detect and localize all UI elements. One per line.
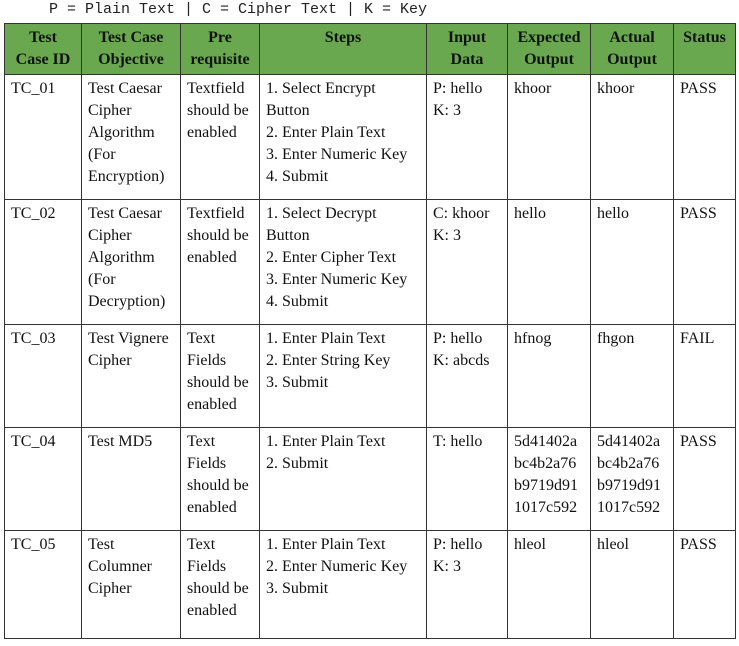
steps-line: 2. Enter Cipher Text — [266, 249, 397, 266]
steps-cell — [260, 428, 427, 531]
objective-line: Test Vignere — [88, 330, 169, 347]
prerequisite-line: enabled — [187, 249, 237, 266]
prerequisite-line: Textfield — [187, 80, 245, 97]
expected-output-line: b9719d91 — [514, 477, 578, 494]
table-row — [5, 200, 736, 325]
objective-line: Test Caesar — [88, 205, 162, 222]
actual-output-cell — [591, 200, 674, 325]
steps-line: 3. Submit — [266, 374, 329, 391]
prerequisite-line: Fields — [187, 558, 227, 575]
header-text: Output — [607, 51, 657, 68]
test-case-table — [4, 23, 736, 639]
steps-line: 3. Enter Numeric Key — [266, 146, 408, 163]
header-prerequisite — [181, 24, 260, 75]
steps-line: 2. Enter Plain Text — [266, 124, 386, 141]
prerequisite-line: enabled — [187, 602, 237, 619]
prerequisite-line: should be — [187, 227, 249, 244]
header-text: Pre — [208, 29, 232, 46]
test-case-id-cell — [5, 200, 82, 325]
header-row — [5, 24, 736, 75]
header-text: Data — [450, 51, 484, 68]
steps-line: 4. Submit — [266, 293, 329, 310]
header-objective — [82, 24, 181, 75]
test-case-id-text: TC_05 — [11, 536, 56, 553]
header-text: Case ID — [15, 51, 71, 68]
header-text: Objective — [98, 51, 164, 68]
objective-line: Decryption) — [88, 293, 166, 310]
expected-output-cell — [508, 428, 591, 531]
objective-line: Cipher — [88, 227, 132, 244]
test-case-id-text: TC_03 — [11, 330, 56, 347]
objective-line: (For — [88, 271, 116, 288]
actual-output-cell — [591, 531, 674, 639]
input-data-line: P: hello — [433, 330, 483, 347]
actual-output-line: fhgon — [597, 330, 635, 347]
status-text: PASS — [680, 205, 717, 222]
objective-cell — [82, 325, 181, 428]
header-text: Actual — [609, 29, 655, 46]
actual-output-line: khoor — [597, 80, 635, 97]
expected-output-line: khoor — [514, 80, 552, 97]
header-text: Test — [29, 29, 57, 46]
input-data-cell — [427, 428, 508, 531]
status-text: PASS — [680, 536, 717, 553]
prerequisite-cell — [181, 75, 260, 200]
expected-output-cell — [508, 75, 591, 200]
test-case-id-cell — [5, 428, 82, 531]
prerequisite-line: Text — [187, 536, 216, 553]
header-text: requisite — [190, 51, 250, 68]
header-status — [674, 24, 736, 75]
objective-cell — [82, 75, 181, 200]
input-data-cell — [427, 200, 508, 325]
header-text: Output — [524, 51, 574, 68]
status-text: PASS — [680, 80, 717, 97]
steps-line: Button — [266, 102, 310, 119]
input-data-line: K: 3 — [433, 227, 461, 244]
expected-output-line: hello — [514, 205, 546, 222]
status-text: PASS — [680, 433, 717, 450]
header-expected-output — [508, 24, 591, 75]
header-text: Expected — [517, 29, 581, 46]
objective-line: Cipher — [88, 352, 132, 369]
objective-line: Algorithm — [88, 124, 155, 141]
steps-line: 1. Enter Plain Text — [266, 433, 386, 450]
expected-output-cell — [508, 325, 591, 428]
prerequisite-line: Text — [187, 330, 216, 347]
actual-output-cell — [591, 325, 674, 428]
table-row — [5, 325, 736, 428]
steps-cell — [260, 75, 427, 200]
steps-line: 2. Enter Numeric Key — [266, 558, 408, 575]
steps-line: 3. Submit — [266, 580, 329, 597]
actual-output-line: 1017c592 — [597, 499, 661, 516]
prerequisite-line: should be — [187, 102, 249, 119]
prerequisite-cell — [181, 428, 260, 531]
objective-cell — [82, 531, 181, 639]
steps-line: 4. Submit — [266, 168, 329, 185]
prerequisite-cell — [181, 531, 260, 639]
prerequisite-line: Fields — [187, 352, 227, 369]
test-case-id-cell — [5, 75, 82, 200]
expected-output-line: 5d41402a — [514, 433, 578, 450]
test-case-id-cell — [5, 325, 82, 428]
prerequisite-line: Fields — [187, 455, 227, 472]
steps-cell — [260, 200, 427, 325]
expected-output-line: hleol — [514, 536, 546, 553]
input-data-cell — [427, 325, 508, 428]
input-data-cell — [427, 531, 508, 639]
header-text: Status — [683, 29, 726, 46]
input-data-line: P: hello — [433, 536, 483, 553]
expected-output-cell — [508, 531, 591, 639]
table-row — [5, 531, 736, 639]
legend-text: P = Plain Text | C = Cipher Text | K = Key — [49, 1, 428, 18]
steps-line: 2. Enter String Key — [266, 352, 391, 369]
objective-line: Test MD5 — [88, 433, 153, 450]
expected-output-cell — [508, 200, 591, 325]
table-body — [5, 75, 736, 639]
actual-output-line: hello — [597, 205, 629, 222]
prerequisite-line: should be — [187, 374, 249, 391]
prerequisite-line: enabled — [187, 396, 237, 413]
status-cell — [674, 325, 736, 428]
objective-line: Test Caesar — [88, 80, 162, 97]
objective-line: Columner — [88, 558, 152, 575]
header-text: Steps — [324, 29, 362, 46]
header-steps — [260, 24, 427, 75]
objective-line: Cipher — [88, 102, 132, 119]
prerequisite-line: enabled — [187, 124, 237, 141]
test-case-id-text: TC_04 — [11, 433, 56, 450]
input-data-line: T: hello — [433, 433, 483, 450]
test-case-id-text: TC_01 — [11, 80, 56, 97]
actual-output-line: b9719d91 — [597, 477, 661, 494]
test-case-id-text: TC_02 — [11, 205, 56, 222]
actual-output-line: 5d41402a — [597, 433, 661, 450]
objective-line: Cipher — [88, 580, 132, 597]
steps-line: 1. Select Decrypt — [266, 205, 377, 222]
prerequisite-cell — [181, 200, 260, 325]
steps-cell — [260, 531, 427, 639]
expected-output-line: hfnog — [514, 330, 552, 347]
objective-line: Encryption) — [88, 168, 165, 185]
objective-line: (For — [88, 146, 116, 163]
status-cell — [674, 428, 736, 531]
status-cell — [674, 200, 736, 325]
actual-output-line: hleol — [597, 536, 629, 553]
objective-line: Algorithm — [88, 249, 155, 266]
header-text: Test Case — [98, 29, 164, 46]
expected-output-line: bc4b2a76 — [514, 455, 577, 472]
input-data-line: P: hello — [433, 80, 483, 97]
steps-cell — [260, 325, 427, 428]
status-cell — [674, 531, 736, 639]
steps-line: 2. Submit — [266, 455, 329, 472]
input-data-cell — [427, 75, 508, 200]
input-data-line: K: 3 — [433, 102, 461, 119]
actual-output-line: bc4b2a76 — [597, 455, 660, 472]
prerequisite-line: should be — [187, 580, 249, 597]
status-text: FAIL — [680, 330, 715, 347]
actual-output-cell — [591, 428, 674, 531]
table-row — [5, 75, 736, 200]
test-case-id-cell — [5, 531, 82, 639]
steps-line: Button — [266, 227, 310, 244]
header-test-case-id — [5, 24, 82, 75]
header-actual-output — [591, 24, 674, 75]
actual-output-cell — [591, 75, 674, 200]
table-row — [5, 428, 736, 531]
steps-line: 1. Select Encrypt — [266, 80, 376, 97]
objective-cell — [82, 428, 181, 531]
expected-output-line: 1017c592 — [514, 499, 578, 516]
steps-line: 3. Enter Numeric Key — [266, 271, 408, 288]
objective-line: Test — [88, 536, 115, 553]
steps-line: 1. Enter Plain Text — [266, 536, 386, 553]
header-text: Input — [447, 29, 487, 46]
steps-line: 1. Enter Plain Text — [266, 330, 386, 347]
status-cell — [674, 75, 736, 200]
input-data-line: C: khoor — [433, 205, 490, 222]
objective-cell — [82, 200, 181, 325]
prerequisite-line: Text — [187, 433, 216, 450]
prerequisite-line: enabled — [187, 499, 237, 516]
header-input-data — [427, 24, 508, 75]
input-data-line: K: abcds — [433, 352, 490, 369]
prerequisite-line: should be — [187, 477, 249, 494]
prerequisite-line: Textfield — [187, 205, 245, 222]
input-data-line: K: 3 — [433, 558, 461, 575]
prerequisite-cell — [181, 325, 260, 428]
